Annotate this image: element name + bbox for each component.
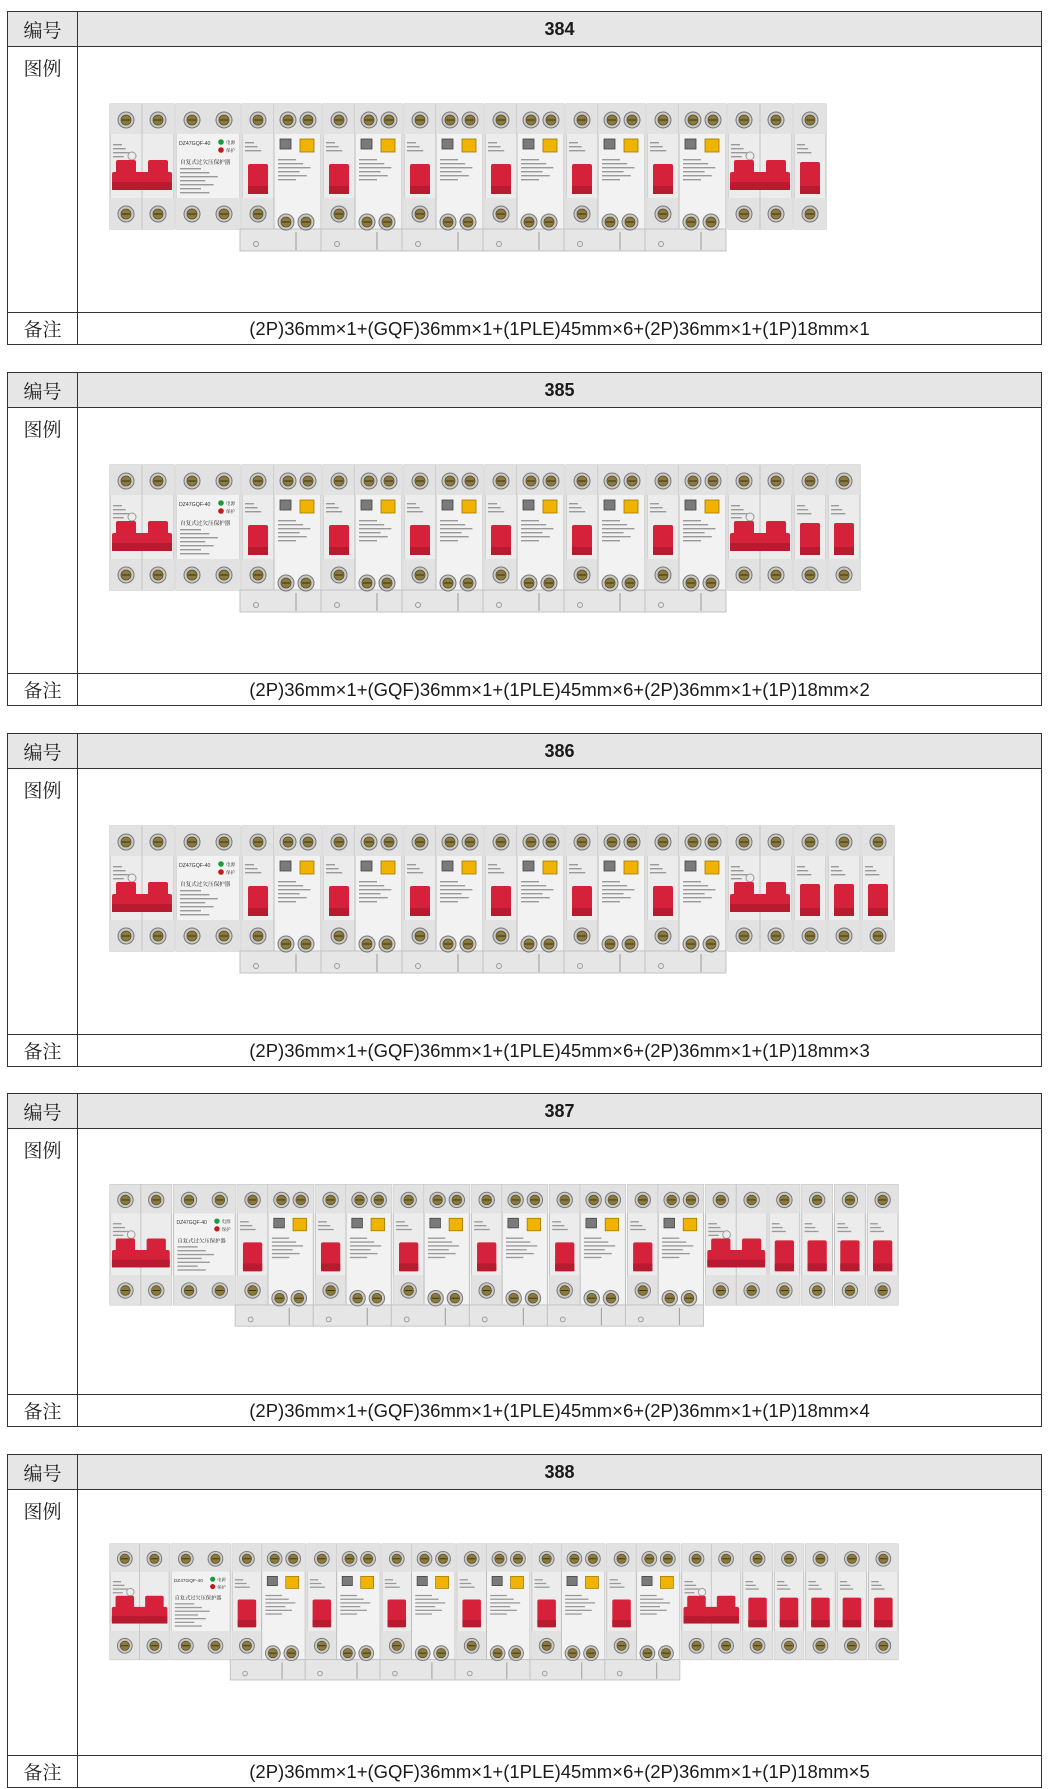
note-label: 备注: [8, 673, 78, 706]
svg-text:保护: 保护: [226, 510, 236, 515]
breaker-module-1p: [837, 1544, 867, 1660]
breaker-module-1ple: [469, 1185, 547, 1327]
breaker-module-1ple: [230, 1544, 305, 1680]
breaker-module-2p: [110, 465, 174, 590]
header-row: [8, 734, 1041, 769]
breaker-module-2p: [110, 826, 174, 951]
spec-block-386: [7, 733, 1042, 1067]
breaker-module-gqf: [176, 465, 240, 590]
svg-text:保护: 保护: [226, 149, 236, 154]
breaker-module-1ple: [402, 465, 483, 612]
number-label: 编号: [8, 1094, 78, 1128]
svg-text:电源: 电源: [226, 502, 236, 507]
note-row: [8, 1034, 1041, 1067]
breaker-module-2p: [705, 1185, 767, 1305]
breaker-module-gqf: [174, 1185, 236, 1305]
note-label: 备注: [8, 1034, 78, 1067]
breaker-strip: [78, 407, 1043, 673]
breaker-module-1ple: [391, 1185, 469, 1327]
breaker-module-1ple: [321, 104, 402, 251]
breaker-module-1ple: [240, 104, 321, 251]
svg-text:保护: 保护: [221, 1227, 231, 1233]
svg-text:自复式过欠压保护器: 自复式过欠压保护器: [177, 1238, 226, 1245]
breaker-module-1p: [869, 1544, 899, 1660]
breaker-module-gqf: [171, 1544, 230, 1660]
breaker-module-1ple: [483, 826, 564, 973]
breaker-module-1p: [774, 1544, 804, 1660]
note-text: (2P)36mm×1+(GQF)36mm×1+(1PLE)45mm×6+(2P)36mm×1+(1P)18mm×5: [249, 1760, 870, 1782]
breaker-strip: [78, 1128, 1043, 1394]
breaker-module-1ple: [313, 1185, 391, 1327]
breaker-module-1p: [794, 465, 826, 590]
svg-text:电源: 电源: [221, 1220, 231, 1226]
note-text: (2P)36mm×1+(GQF)36mm×1+(1PLE)45mm×6+(2P)36mm×1+(1P)18mm×3: [249, 1039, 870, 1061]
note-text: (2P)36mm×1+(GQF)36mm×1+(1PLE)45mm×6+(2P)36mm×1+(1P)18mm×4: [249, 1399, 870, 1421]
breaker-module-2p: [110, 104, 174, 229]
breaker-module-2p: [728, 104, 792, 229]
header-row: [8, 12, 1041, 47]
breaker-module-1p: [794, 104, 826, 229]
figure-cell: [78, 1128, 1041, 1394]
breaker-module-1ple: [240, 826, 321, 973]
block-number: 384: [544, 18, 575, 39]
svg-text:自复式过欠压保护器: 自复式过欠压保护器: [180, 521, 231, 527]
block-number: 386: [544, 740, 575, 761]
number-label: 编号: [8, 373, 78, 407]
spec-block-384: [7, 11, 1042, 345]
breaker-module-1ple: [402, 104, 483, 251]
svg-text:保护: 保护: [217, 1585, 226, 1591]
figure-row: [8, 1128, 1041, 1395]
breaker-module-1ple: [483, 104, 564, 251]
breaker-module-1ple: [625, 1185, 703, 1327]
note-label: 备注: [8, 312, 78, 345]
figure-label: 图例: [8, 46, 78, 312]
svg-text:自复式过欠压保护器: 自复式过欠压保护器: [180, 160, 231, 166]
note-row: [8, 1394, 1041, 1427]
breaker-module-1ple: [483, 465, 564, 612]
block-number: 388: [544, 1461, 575, 1482]
note-row: [8, 673, 1041, 706]
breaker-module-1p: [828, 465, 860, 590]
note-label: 备注: [8, 1394, 78, 1427]
block-number: 387: [544, 1100, 575, 1121]
breaker-module-1p: [834, 1185, 865, 1305]
svg-text:自复式过欠压保护器: 自复式过欠压保护器: [174, 1595, 222, 1602]
block-number: 385: [544, 379, 575, 400]
breaker-module-1p: [862, 826, 894, 951]
figure-row: [8, 407, 1041, 674]
breaker-module-1p: [802, 1185, 833, 1305]
svg-text:DZ47GQF-40: DZ47GQF-40: [179, 863, 211, 869]
breaker-module-2p: [728, 465, 792, 590]
breaker-module-1p: [743, 1544, 773, 1660]
svg-text:保护: 保护: [226, 871, 236, 876]
spec-block-385: [7, 372, 1042, 706]
breaker-module-1ple: [547, 1185, 625, 1327]
breaker-module-1p: [806, 1544, 836, 1660]
breaker-module-1p: [794, 826, 826, 951]
note-text: (2P)36mm×1+(GQF)36mm×1+(1PLE)45mm×6+(2P)36mm×1+(1P)18mm×1: [249, 317, 870, 339]
breaker-module-1ple: [402, 826, 483, 973]
figure-cell: [78, 768, 1041, 1034]
breaker-module-1ple: [564, 104, 645, 251]
breaker-module-2p: [110, 1185, 172, 1305]
svg-text:电源: 电源: [226, 863, 236, 868]
spec-block-387: [7, 1093, 1042, 1427]
breaker-module-gqf: [176, 826, 240, 951]
note-row: [8, 1755, 1041, 1788]
breaker-module-1ple: [645, 465, 726, 612]
breaker-module-2p: [682, 1544, 741, 1660]
number-label: 编号: [8, 734, 78, 768]
header-row: [8, 373, 1041, 408]
breaker-strip: [78, 46, 1043, 312]
breaker-module-gqf: [176, 104, 240, 229]
number-label: 编号: [8, 1455, 78, 1489]
figure-cell: [78, 1489, 1041, 1755]
svg-text:电源: 电源: [226, 141, 236, 146]
note-label: 备注: [8, 1755, 78, 1788]
breaker-module-1ple: [605, 1544, 680, 1680]
svg-text:DZ47GQF-40: DZ47GQF-40: [173, 1578, 203, 1584]
figure-label: 图例: [8, 407, 78, 673]
breaker-module-2p: [728, 826, 792, 951]
svg-text:DZ47GQF-40: DZ47GQF-40: [176, 1220, 207, 1227]
breaker-module-1ple: [235, 1185, 313, 1327]
breaker-module-1ple: [645, 826, 726, 973]
breaker-module-1ple: [321, 826, 402, 973]
breaker-module-1ple: [530, 1544, 605, 1680]
figure-label: 图例: [8, 1128, 78, 1394]
note-row: [8, 312, 1041, 345]
breaker-module-1ple: [321, 465, 402, 612]
breaker-module-1p: [769, 1185, 800, 1305]
breaker-module-1ple: [564, 826, 645, 973]
svg-text:DZ47GQF-40: DZ47GQF-40: [179, 141, 211, 147]
figure-row: [8, 768, 1041, 1035]
figure-row: [8, 46, 1041, 313]
breaker-module-1p: [867, 1185, 898, 1305]
svg-text:DZ47GQF-40: DZ47GQF-40: [179, 502, 211, 508]
breaker-module-1ple: [564, 465, 645, 612]
note-text: (2P)36mm×1+(GQF)36mm×1+(1PLE)45mm×6+(2P)36mm×1+(1P)18mm×2: [249, 678, 870, 700]
breaker-strip: [78, 768, 1043, 1034]
number-label: 编号: [8, 12, 78, 46]
breaker-module-1ple: [305, 1544, 380, 1680]
svg-text:电源: 电源: [217, 1578, 226, 1584]
breaker-module-1ple: [240, 465, 321, 612]
header-row: [8, 1455, 1041, 1490]
breaker-module-1ple: [645, 104, 726, 251]
breaker-module-2p: [110, 1544, 169, 1660]
svg-text:自复式过欠压保护器: 自复式过欠压保护器: [180, 882, 231, 888]
breaker-strip: [78, 1489, 1043, 1755]
figure-label: 图例: [8, 1489, 78, 1755]
breaker-module-1ple: [380, 1544, 455, 1680]
figure-row: [8, 1489, 1041, 1756]
breaker-module-1ple: [455, 1544, 530, 1680]
figure-cell: [78, 407, 1041, 673]
breaker-module-1p: [828, 826, 860, 951]
figure-cell: [78, 46, 1041, 312]
header-row: [8, 1094, 1041, 1129]
spec-block-388: [7, 1454, 1042, 1788]
figure-label: 图例: [8, 768, 78, 1034]
